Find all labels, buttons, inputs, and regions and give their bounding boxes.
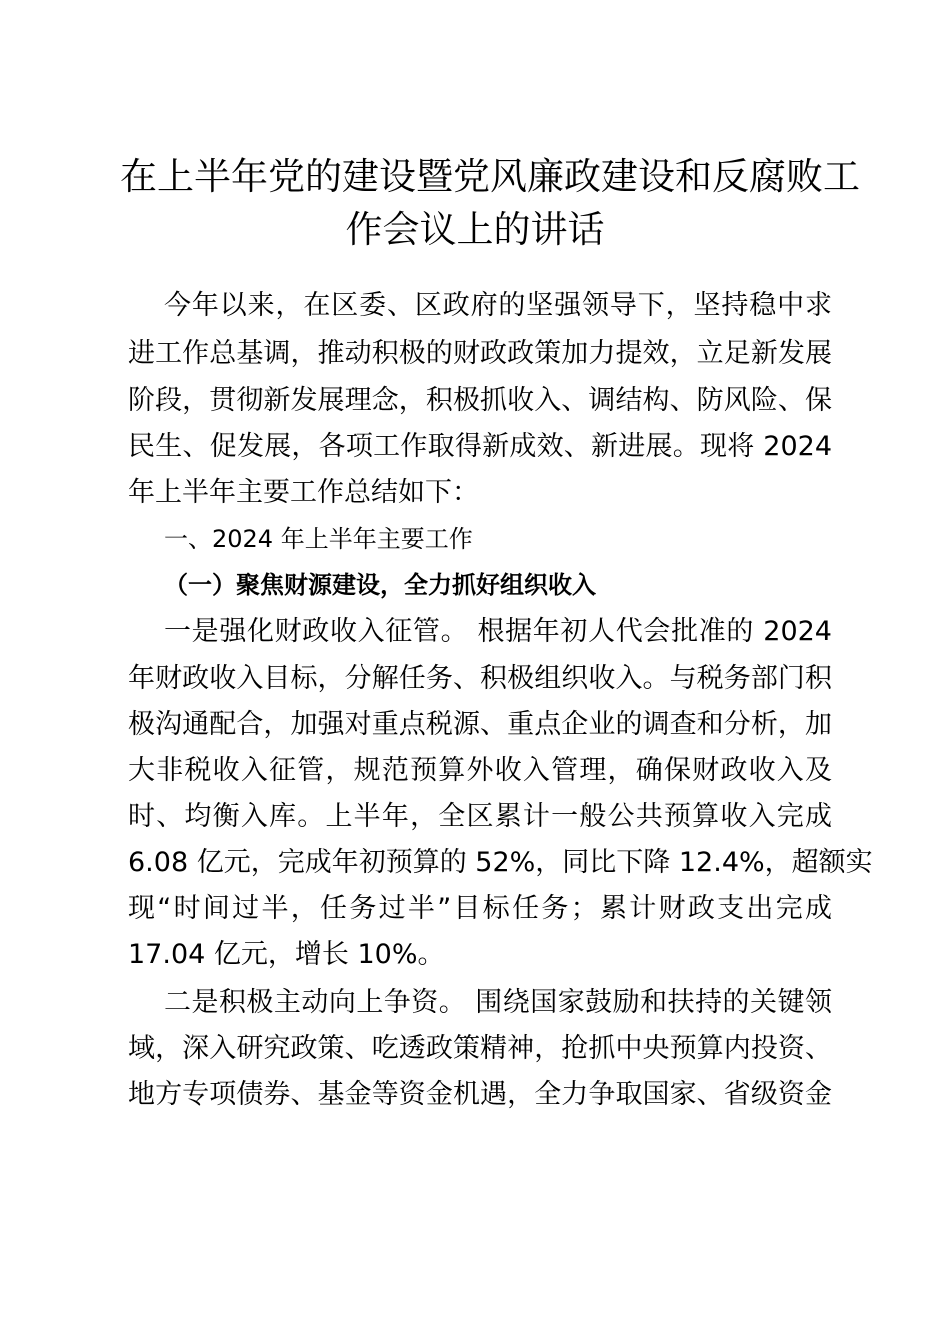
para-2-line-3: 地方专项债券、基金等资金机遇，全力争取国家、省级资金 [128, 1079, 832, 1110]
para-1-line-6: 6.08 亿元，完成年初预算的 52%，同比下降 12.4%，超额实 [128, 847, 873, 878]
para-1-line-2: 年财政收入目标，分解任务、积极组织收入。与税务部门积 [128, 663, 832, 694]
intro-line-5: 年上半年主要工作总结如下： [128, 477, 479, 508]
intro-line-3: 阶段，贯彻新发展理念，积极抓收入、调结构、防风险、保 [128, 385, 832, 416]
intro-line-4: 民生、促发展，各项工作取得新成效、新进展。现将 2024 [128, 431, 832, 462]
para-1-line-1: 一是强化财政收入征管。 根据年初人代会批准的 2024 [164, 616, 832, 647]
document-title-line-1: 在上半年党的建设暨党风廉政建设和反腐败工 [120, 155, 860, 198]
para-2-line-1: 二是积极主动向上争资。 围绕国家鼓励和扶持的关键领 [164, 987, 832, 1018]
para-1-line-3: 极沟通配合，加强对重点税源、重点企业的调查和分析，加 [128, 709, 832, 740]
para-2-line-2: 域，深入研究政策、吃透政策精神，抢抓中央预算内投资、 [128, 1033, 832, 1064]
para-1-line-7: 现“时间过半，任务过半”目标任务；累计财政支出完成 [128, 893, 832, 924]
para-1-line-4: 大非税收入征管，规范预算外收入管理，确保财政收入及 [128, 755, 832, 786]
intro-line-1: 今年以来，在区委、区政府的坚强领导下，坚持稳中求 [164, 290, 832, 321]
para-1-line-5: 时、均衡入库。上半年，全区累计一般公共预算收入完成 [128, 801, 832, 832]
para-1-line-8: 17.04 亿元，增长 10%。 [128, 939, 445, 970]
subsection-heading: （一）聚焦财源建设，全力抓好组织收入 [164, 571, 596, 599]
document-title-line-2: 作会议上的讲话 [345, 208, 605, 251]
section-heading: 一、2024 年上半年主要工作 [164, 525, 473, 553]
intro-line-2: 进工作总基调，推动积极的财政政策加力提效，立足新发展 [128, 338, 832, 369]
